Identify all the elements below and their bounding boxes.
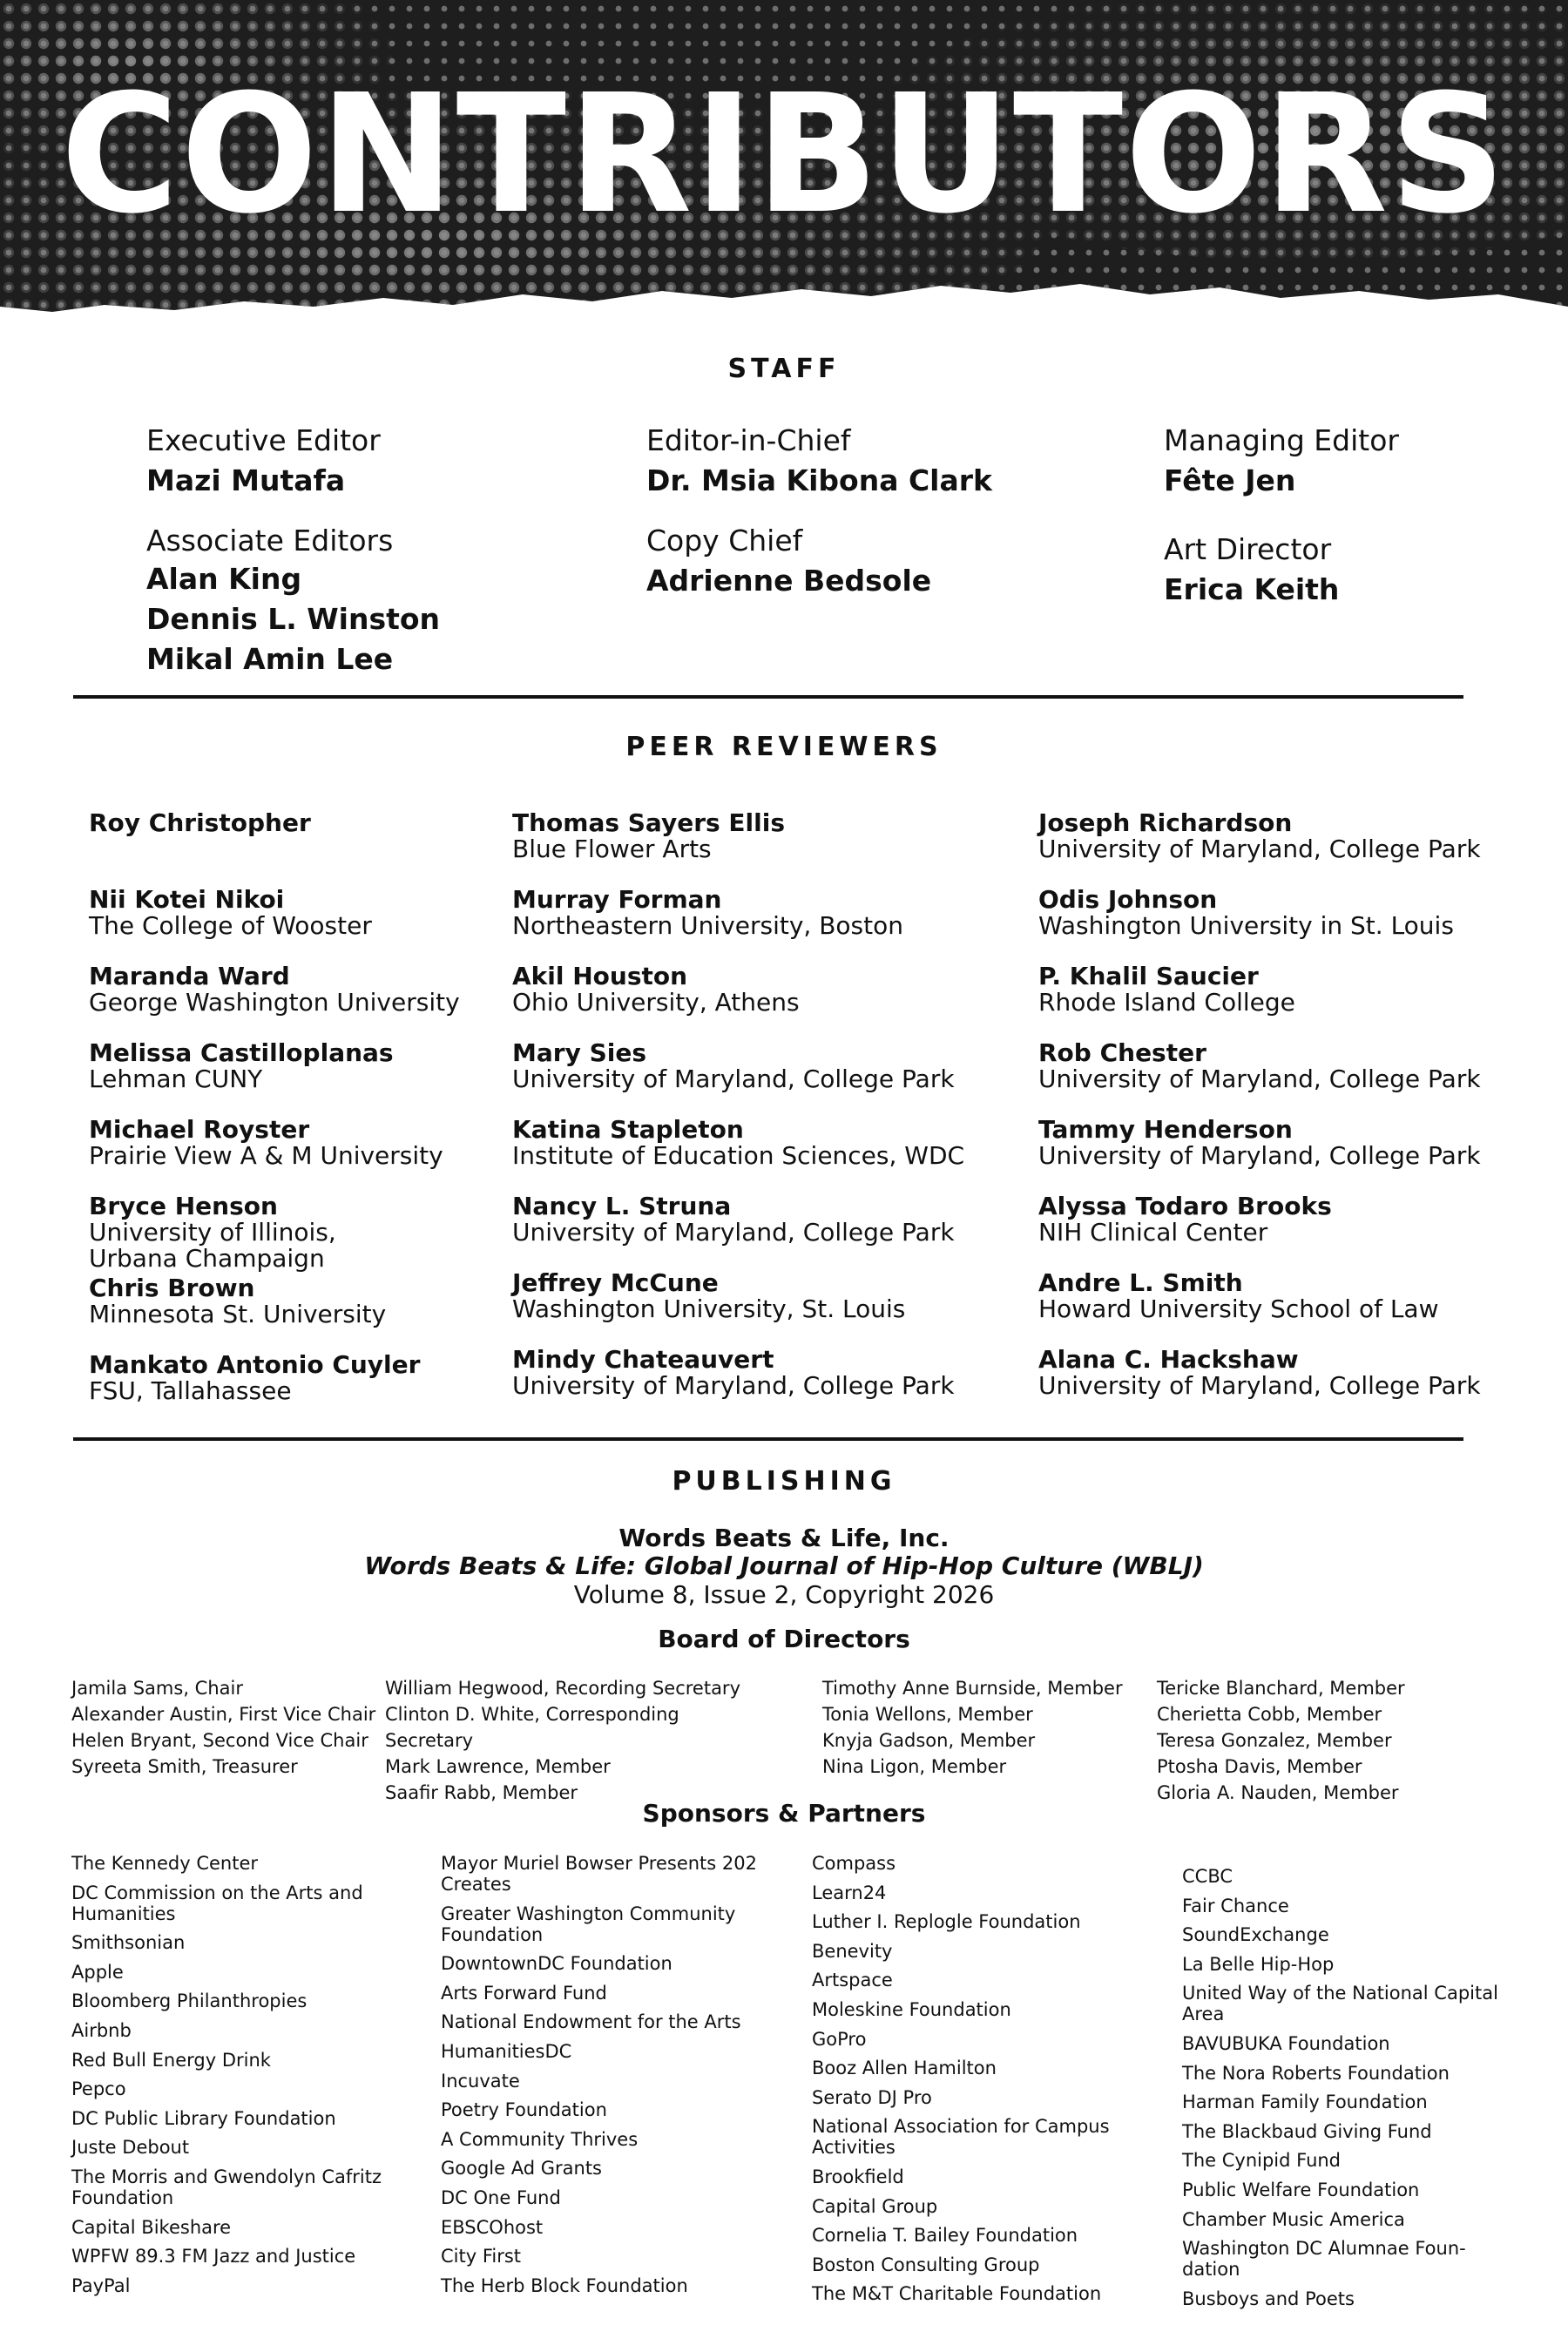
sponsor-item: Compass xyxy=(812,1853,896,1874)
sponsor-item: The Cynipid Fund xyxy=(1182,2150,1342,2172)
reviewer-affiliation: Lehman CUNY xyxy=(89,1064,263,1093)
reviewer-name: P. Khalil Saucier xyxy=(1038,962,1259,990)
sponsor-item: United Way of the National Capital xyxy=(1182,1983,1498,2004)
reviewer-affiliation: George Washington University xyxy=(89,988,460,1017)
sponsor-item: Creates xyxy=(441,1874,511,1895)
sponsor-item: Chamber Music America xyxy=(1182,2208,1405,2230)
sponsor-item: The M&T Charitable Foundation xyxy=(812,2283,1102,2305)
board-member: Knyja Gadson, Member xyxy=(822,1730,1036,1751)
sponsor-item: Greater Washington Community xyxy=(441,1903,736,1924)
reviewer-name: Alyssa Todaro Brooks xyxy=(1038,1192,1332,1220)
staff-name: Mazi Mutafa xyxy=(146,463,346,497)
publisher-name: Words Beats & Life, Inc. xyxy=(618,1524,950,1552)
sponsor-item: SoundExchange xyxy=(1182,1924,1329,1946)
board-member: Helen Bryant, Second Vice Chair xyxy=(71,1730,368,1751)
board-member: Gloria A. Nauden, Member xyxy=(1157,1782,1399,1803)
reviewer-name: Nancy L. Struna xyxy=(512,1192,732,1220)
sponsor-item: Capital Bikeshare xyxy=(71,2216,232,2238)
reviewer-name: Mary Sies xyxy=(512,1038,646,1067)
staff-name: Alan King xyxy=(146,562,302,596)
staff-role: Managing Editor xyxy=(1164,423,1399,457)
reviewer-affiliation: University of Maryland, College Park xyxy=(512,1218,955,1247)
sponsor-item: Poetry Foundation xyxy=(441,2099,607,2121)
sponsor-item: The Kennedy Center xyxy=(71,1853,259,1874)
reviewer-name: Bryce Henson xyxy=(89,1192,278,1220)
board-member: William Hegwood, Recording Secretary xyxy=(385,1678,740,1699)
sponsor-item: A Community Thrives xyxy=(441,2128,639,2150)
board-member: Ptosha Davis, Member xyxy=(1157,1756,1362,1777)
sponsor-item: Learn24 xyxy=(812,1882,887,1903)
reviewer-affiliation: FSU, Tallahassee xyxy=(89,1376,292,1405)
staff-name: Dennis L. Winston xyxy=(146,602,441,636)
reviewer-name: Tammy Henderson xyxy=(1038,1115,1293,1144)
section-divider xyxy=(73,1437,1463,1441)
contributors-banner xyxy=(0,0,1568,331)
reviewer-name: Murray Forman xyxy=(512,885,722,914)
reviewer-name: Mindy Chateauvert xyxy=(512,1345,774,1374)
sponsor-item: Smithsonian xyxy=(71,1932,186,1954)
sponsor-item: Capital Group xyxy=(812,2195,938,2217)
reviewer-affiliation: University of Illinois, xyxy=(89,1218,336,1247)
reviewer-name: Roy Christopher xyxy=(89,808,311,837)
reviewer-affiliation: Washington University, St. Louis xyxy=(512,1294,906,1323)
board-member: Saafir Rabb, Member xyxy=(385,1782,578,1803)
sponsor-item: dation xyxy=(1182,2259,1240,2281)
reviewer-affiliation: NIH Clinical Center xyxy=(1038,1218,1268,1247)
staff-role: Executive Editor xyxy=(146,423,381,457)
sponsor-item: Area xyxy=(1182,2004,1225,2025)
sponsor-item: Moleskine Foundation xyxy=(812,1999,1011,2020)
sponsor-item: Washington DC Alumnae Foun- xyxy=(1182,2238,1466,2260)
board-member: Tericke Blanchard, Member xyxy=(1157,1678,1405,1699)
sponsor-item: WPFW 89.3 FM Jazz and Justice xyxy=(71,2246,356,2268)
sponsor-item: Google Ad Grants xyxy=(441,2158,602,2180)
sponsor-item: Activities xyxy=(812,2137,896,2159)
sponsor-item: EBSCOhost xyxy=(441,2216,544,2238)
board-member: Secretary xyxy=(385,1730,474,1751)
board-member: Mark Lawrence, Member xyxy=(385,1756,611,1777)
sponsor-item: Boston Consulting Group xyxy=(812,2254,1040,2275)
sponsor-item: HumanitiesDC xyxy=(441,2041,572,2062)
sponsor-item: Arts Forward Fund xyxy=(441,1982,607,2004)
reviewer-affiliation: Ohio University, Athens xyxy=(512,988,800,1017)
reviewer-affiliation: University of Maryland, College Park xyxy=(512,1371,955,1400)
sponsor-item: La Belle Hip-Hop xyxy=(1182,1953,1335,1975)
reviewer-affiliation: Blue Flower Arts xyxy=(512,835,712,863)
sponsor-item: Brookfield xyxy=(812,2166,904,2187)
staff-name: Dr. Msia Kibona Clark xyxy=(646,463,992,497)
sponsor-item: Cornelia T. Bailey Foundation xyxy=(812,2225,1078,2247)
sponsor-item: National Association for Campus xyxy=(812,2116,1110,2138)
reviewer-name: Katina Stapleton xyxy=(512,1115,744,1144)
reviewer-name: Melissa Castilloplanas xyxy=(89,1038,394,1067)
reviewer-affiliation: Urbana Champaign xyxy=(89,1244,325,1273)
sponsor-item: DowntownDC Foundation xyxy=(441,1953,672,1975)
sponsor-item: Fair Chance xyxy=(1182,1895,1289,1916)
reviewer-affiliation: The College of Wooster xyxy=(89,911,372,940)
board-member: Jamila Sams, Chair xyxy=(71,1678,243,1699)
sponsor-item: Airbnb xyxy=(71,2020,132,2041)
staff-name: Fête Jen xyxy=(1164,463,1296,497)
sponsor-item: City First xyxy=(441,2246,522,2268)
page-title: CONTRIBUTORS xyxy=(60,59,1508,250)
board-heading: Board of Directors xyxy=(658,1625,910,1653)
board-member: Cherietta Cobb, Member xyxy=(1157,1704,1382,1725)
reviewer-name: Chris Brown xyxy=(89,1274,255,1302)
sponsor-item: PayPal xyxy=(71,2274,131,2296)
sponsor-item: CCBC xyxy=(1182,1866,1233,1887)
reviewer-name: Jeffrey McCune xyxy=(512,1268,719,1297)
sponsor-item: National Endowment for the Arts xyxy=(441,2011,741,2033)
reviewer-affiliation: Institute of Education Sciences, WDC xyxy=(512,1141,965,1170)
reviewer-affiliation: Northeastern University, Boston xyxy=(512,911,903,940)
staff-heading: STAFF xyxy=(727,354,841,384)
reviewer-affiliation: Minnesota St. University xyxy=(89,1300,387,1328)
sponsor-item: The Herb Block Foundation xyxy=(441,2274,688,2296)
reviewer-name: Andre L. Smith xyxy=(1038,1268,1243,1297)
board-member: Nina Ligon, Member xyxy=(822,1756,1007,1777)
sponsor-item: Benevity xyxy=(812,1940,893,1962)
board-member: Alexander Austin, First Vice Chair xyxy=(71,1704,376,1725)
reviewer-affiliation: University of Maryland, College Park xyxy=(1038,835,1481,863)
reviewer-name: Michael Royster xyxy=(89,1115,310,1144)
publishing-heading: PUBLISHING xyxy=(672,1466,896,1497)
sponsors-heading: Sponsors & Partners xyxy=(642,1799,926,1828)
sponsor-item: Foundation xyxy=(441,1923,544,1945)
sponsor-item: BAVUBUKA Foundation xyxy=(1182,2033,1390,2054)
reviewer-affiliation: Washington University in St. Louis xyxy=(1038,911,1454,940)
board-member: Clinton D. White, Corresponding xyxy=(385,1704,679,1725)
reviewer-affiliation: University of Maryland, College Park xyxy=(1038,1064,1481,1093)
sponsor-item: The Nora Roberts Foundation xyxy=(1182,2062,1450,2084)
staff-role: Copy Chief xyxy=(646,524,803,558)
sponsor-item: Public Welfare Foundation xyxy=(1182,2180,1420,2200)
staff-name: Erica Keith xyxy=(1164,572,1340,606)
section-divider xyxy=(73,695,1463,699)
sponsor-item: GoPro xyxy=(812,2028,867,2050)
staff-role: Art Director xyxy=(1164,532,1332,566)
reviewer-name: Nii Kotei Nikoi xyxy=(89,885,285,914)
sponsor-item: Serato DJ Pro xyxy=(812,2086,932,2108)
sponsor-item: Mayor Muriel Bowser Presents 202 xyxy=(441,1853,757,1874)
reviewer-affiliation: University of Maryland, College Park xyxy=(512,1064,955,1093)
sponsor-item: Bloomberg Philanthropies xyxy=(71,1990,308,2012)
journal-title: Words Beats & Life: Global Journal of Hip-Hop Culture (WBLJ) xyxy=(364,1551,1204,1580)
reviewer-name: Odis Johnson xyxy=(1038,885,1218,914)
reviewer-affiliation: Howard University School of Law xyxy=(1038,1294,1439,1323)
reviewer-affiliation: Prairie View A & M University xyxy=(89,1141,443,1170)
sponsor-item: Incuvate xyxy=(441,2070,520,2092)
board-member: Timothy Anne Burnside, Member xyxy=(822,1678,1123,1699)
sponsor-item: Harman Family Foundation xyxy=(1182,2092,1428,2113)
staff-role: Editor-in-Chief xyxy=(646,423,851,457)
sponsor-item: Luther I. Replogle Foundation xyxy=(812,1911,1081,1933)
reviewer-name: Rob Chester xyxy=(1038,1038,1206,1067)
board-member: Teresa Gonzalez, Member xyxy=(1157,1730,1392,1751)
reviewer-affiliation: Rhode Island College xyxy=(1038,988,1295,1017)
peer-reviewers-heading: PEER REVIEWERS xyxy=(625,732,943,762)
sponsor-item: DC Commission on the Arts and xyxy=(71,1882,363,1903)
reviewer-name: Thomas Sayers Ellis xyxy=(512,808,786,837)
sponsor-item: Foundation xyxy=(71,2187,174,2208)
reviewer-name: Akil Houston xyxy=(512,962,688,990)
sponsor-item: The Blackbaud Giving Fund xyxy=(1182,2120,1432,2142)
sponsor-item: Pepco xyxy=(71,2078,126,2100)
sponsor-item: Humanities xyxy=(71,1903,176,1924)
sponsor-item: The Morris and Gwendolyn Cafritz xyxy=(71,2166,382,2187)
sponsor-item: Booz Allen Hamilton xyxy=(812,2058,997,2079)
sponsor-item: DC Public Library Foundation xyxy=(71,2107,336,2129)
volume-info: Volume 8, Issue 2, Copyright 2026 xyxy=(573,1580,995,1609)
reviewer-name: Joseph Richardson xyxy=(1038,808,1293,837)
board-member: Tonia Wellons, Member xyxy=(822,1704,1033,1725)
reviewer-affiliation: University of Maryland, College Park xyxy=(1038,1371,1481,1400)
sponsor-item: DC One Fund xyxy=(441,2187,561,2208)
sponsor-item: Busboys and Poets xyxy=(1182,2288,1355,2309)
reviewer-name: Alana C. Hackshaw xyxy=(1038,1345,1299,1374)
sponsor-item: Juste Debout xyxy=(71,2137,190,2159)
staff-name: Mikal Amin Lee xyxy=(146,642,394,676)
sponsor-item: Artspace xyxy=(812,1970,893,1991)
staff-name: Adrienne Bedsole xyxy=(646,564,932,598)
sponsor-item: Apple xyxy=(71,1961,124,1983)
staff-role: Associate Editors xyxy=(146,524,394,558)
reviewer-name: Mankato Antonio Cuyler xyxy=(89,1350,421,1379)
reviewer-affiliation: University of Maryland, College Park xyxy=(1038,1141,1481,1170)
board-member: Syreeta Smith, Treasurer xyxy=(71,1756,298,1777)
sponsor-item: Red Bull Energy Drink xyxy=(71,2049,271,2071)
reviewer-name: Maranda Ward xyxy=(89,962,290,990)
